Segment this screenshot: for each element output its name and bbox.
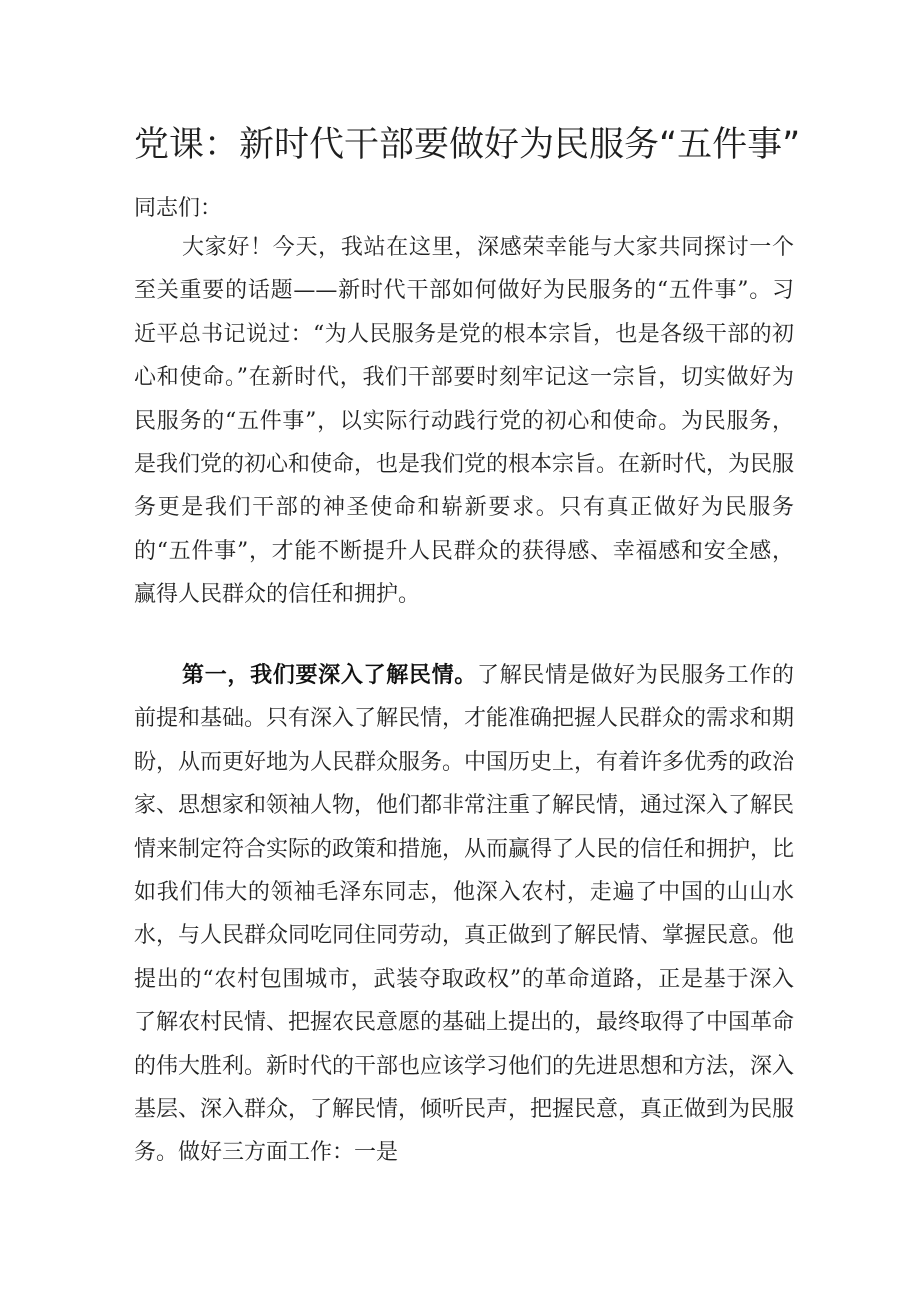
paragraph-lead: 第一，我们要深入了解民情。 (182, 663, 477, 688)
salutation: 同志们： (134, 196, 223, 221)
document-title: 党课：新时代干部要做好为民服务“五件事” (134, 125, 801, 165)
paragraph-text: 大家好！今天，我站在这里，深感荣幸能与大家共同探讨一个至关重要的话题——新时代干部如何做好为民服务的“五件事”。习近平总书记说过：“为人民服务是党的根本宗旨，也是各级干部的初心和使命。”在新时代，我们干部要时刻牢记这一宗旨，切实做好为民服务的“五件事”，以实际行动践行党的初心和使命。为民服务，是我们党的初心和使命，也是我们党的根本宗旨。在新时代，为民服务更是我们干部的神圣使命和崭新要求。只有真正做好为民服务的“五件事”，才能不断提升人民群众的获得感、幸福感和安全感，赢得人民群众的信任和拥护。 (134, 235, 795, 608)
paragraph-text: 了解民情是做好为民服务工作的前提和基础。只有深入了解民情，才能准确把握人民群众的需求和期盼，从而更好地为人民群众服务。中国历史上，有着许多优秀的政治家、思想家和领袖人物，他们都非常注重了解民情，通过深入了解民情来制定符合实际的政策和措施，从而赢得了人民的信任和拥护，比如我们伟大的领袖毛泽东同志，他深入农村，走遍了中国的山山水水，与人民群众同吃同住同劳动，真正做到了解民情、掌握民意。他提出的“农村包围城市，武装夺取政权”的革命道路，正是基于深入了解农村民情、把握农民意愿的基础上提出的，最终取得了中国革命的伟大胜利。新时代的干部也应该学习他们的先进思想和方法，深入基层、深入群众，了解民情，倾听民声，把握民意，真正做到为民服务。做好三方面工作：一是 (134, 663, 795, 1166)
paragraph-first-point (134, 654, 794, 1175)
paragraph-intro (134, 226, 794, 617)
